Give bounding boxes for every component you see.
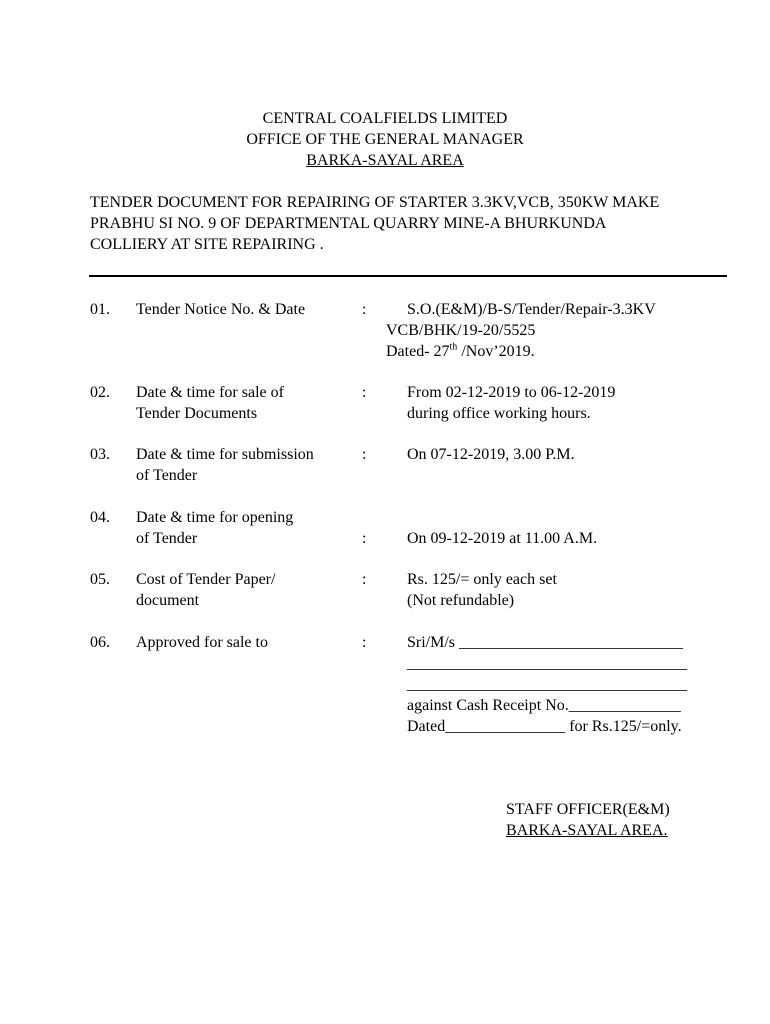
item-colon: :: [362, 571, 367, 588]
cash-receipt-blank: against Cash Receipt No.______________: [407, 697, 681, 714]
notice-date: [386, 342, 656, 363]
buyer-name-blank: Sri/M/s ____________________________: [407, 634, 684, 651]
item-value-line: From 02-12-2019 to 06-12-2019: [407, 384, 616, 401]
subject-line: PRABHU SI NO. 9 OF DEPARTMENTAL QUARRY MINE-A BHURKUNDA: [90, 215, 607, 232]
item-value-line: S.O.(E&M)/B-S/Tender/Repair-3.3KV: [407, 301, 656, 318]
item-value: [407, 445, 575, 466]
buyer-address-blank: ___________________________________: [407, 676, 687, 693]
receipt-date-blank: Dated_______________ for Rs.125/=only.: [407, 718, 682, 735]
item-label: [136, 570, 356, 612]
item-label-line: Approved for sale to: [136, 634, 268, 651]
item-label: [136, 300, 356, 321]
item-label-line: Date & time for opening: [136, 509, 294, 526]
item-value: [407, 529, 597, 550]
office-name: OFFICE OF THE GENERAL MANAGER: [246, 131, 524, 148]
signatory-area: BARKA-SAYAL AREA.: [506, 822, 668, 839]
item-number: 04.: [90, 509, 110, 526]
item-colon: :: [362, 634, 367, 651]
item-number: 01.: [90, 301, 110, 318]
item-label: [136, 633, 356, 654]
item-colon: :: [362, 384, 367, 401]
item-label: [136, 445, 356, 487]
item-value-line: On 07-12-2019, 3.00 P.M.: [407, 446, 575, 463]
item-label: [136, 383, 356, 425]
company-name: CENTRAL COALFIELDS LIMITED: [262, 110, 508, 127]
item-value-line: On 09-12-2019 at 11.00 A.M.: [407, 530, 598, 547]
item-number: 06.: [90, 634, 110, 651]
item-value-line: VCB/BHK/19-20/5525: [386, 322, 536, 339]
item-label-line: Tender Notice No. & Date: [136, 301, 306, 318]
horizontal-divider: [89, 275, 727, 277]
item-value-line: Rs. 125/= only each set: [407, 571, 557, 588]
item-label-line: Cost of Tender Paper/: [136, 571, 276, 588]
item-value-line: during office working hours.: [407, 405, 591, 422]
item-value: [407, 570, 557, 612]
item-value: [407, 633, 687, 738]
tender-subject: [90, 193, 735, 256]
item-number: 02.: [90, 384, 110, 401]
item-label-line: Tender Documents: [136, 405, 258, 422]
item-number: 03.: [90, 446, 110, 463]
item-label: [136, 508, 356, 550]
item-value-line: (Not refundable): [407, 592, 515, 609]
item-value: [386, 300, 656, 363]
signature-block: [506, 800, 670, 842]
item-number: 05.: [90, 571, 110, 588]
item-colon: :: [362, 446, 367, 463]
signatory-designation: STAFF OFFICER(E&M): [506, 801, 670, 818]
item-label-line: Date & time for submission: [136, 446, 314, 463]
item-colon: :: [362, 530, 367, 547]
item-colon: :: [362, 301, 367, 318]
item-value: [407, 383, 615, 425]
item-label-line: document: [136, 592, 200, 609]
notice-date-month: /Nov’2019.: [457, 343, 535, 360]
item-label-line: Date & time for sale of: [136, 384, 284, 401]
notice-date-prefix: Dated- 27: [386, 343, 450, 360]
area-name: BARKA-SAYAL AREA: [306, 152, 464, 169]
notice-date-suffix-sup: th: [449, 341, 458, 353]
buyer-address-blank: ___________________________________: [407, 655, 687, 672]
subject-line: COLLIERY AT SITE REPAIRING .: [90, 236, 324, 253]
subject-line: TENDER DOCUMENT FOR REPAIRING OF STARTER 3.3KV,VCB, 350KW MAKE: [90, 194, 660, 211]
letterhead: [0, 109, 770, 172]
item-label-line: of Tender: [136, 467, 198, 484]
item-label-line: of Tender: [136, 530, 198, 547]
